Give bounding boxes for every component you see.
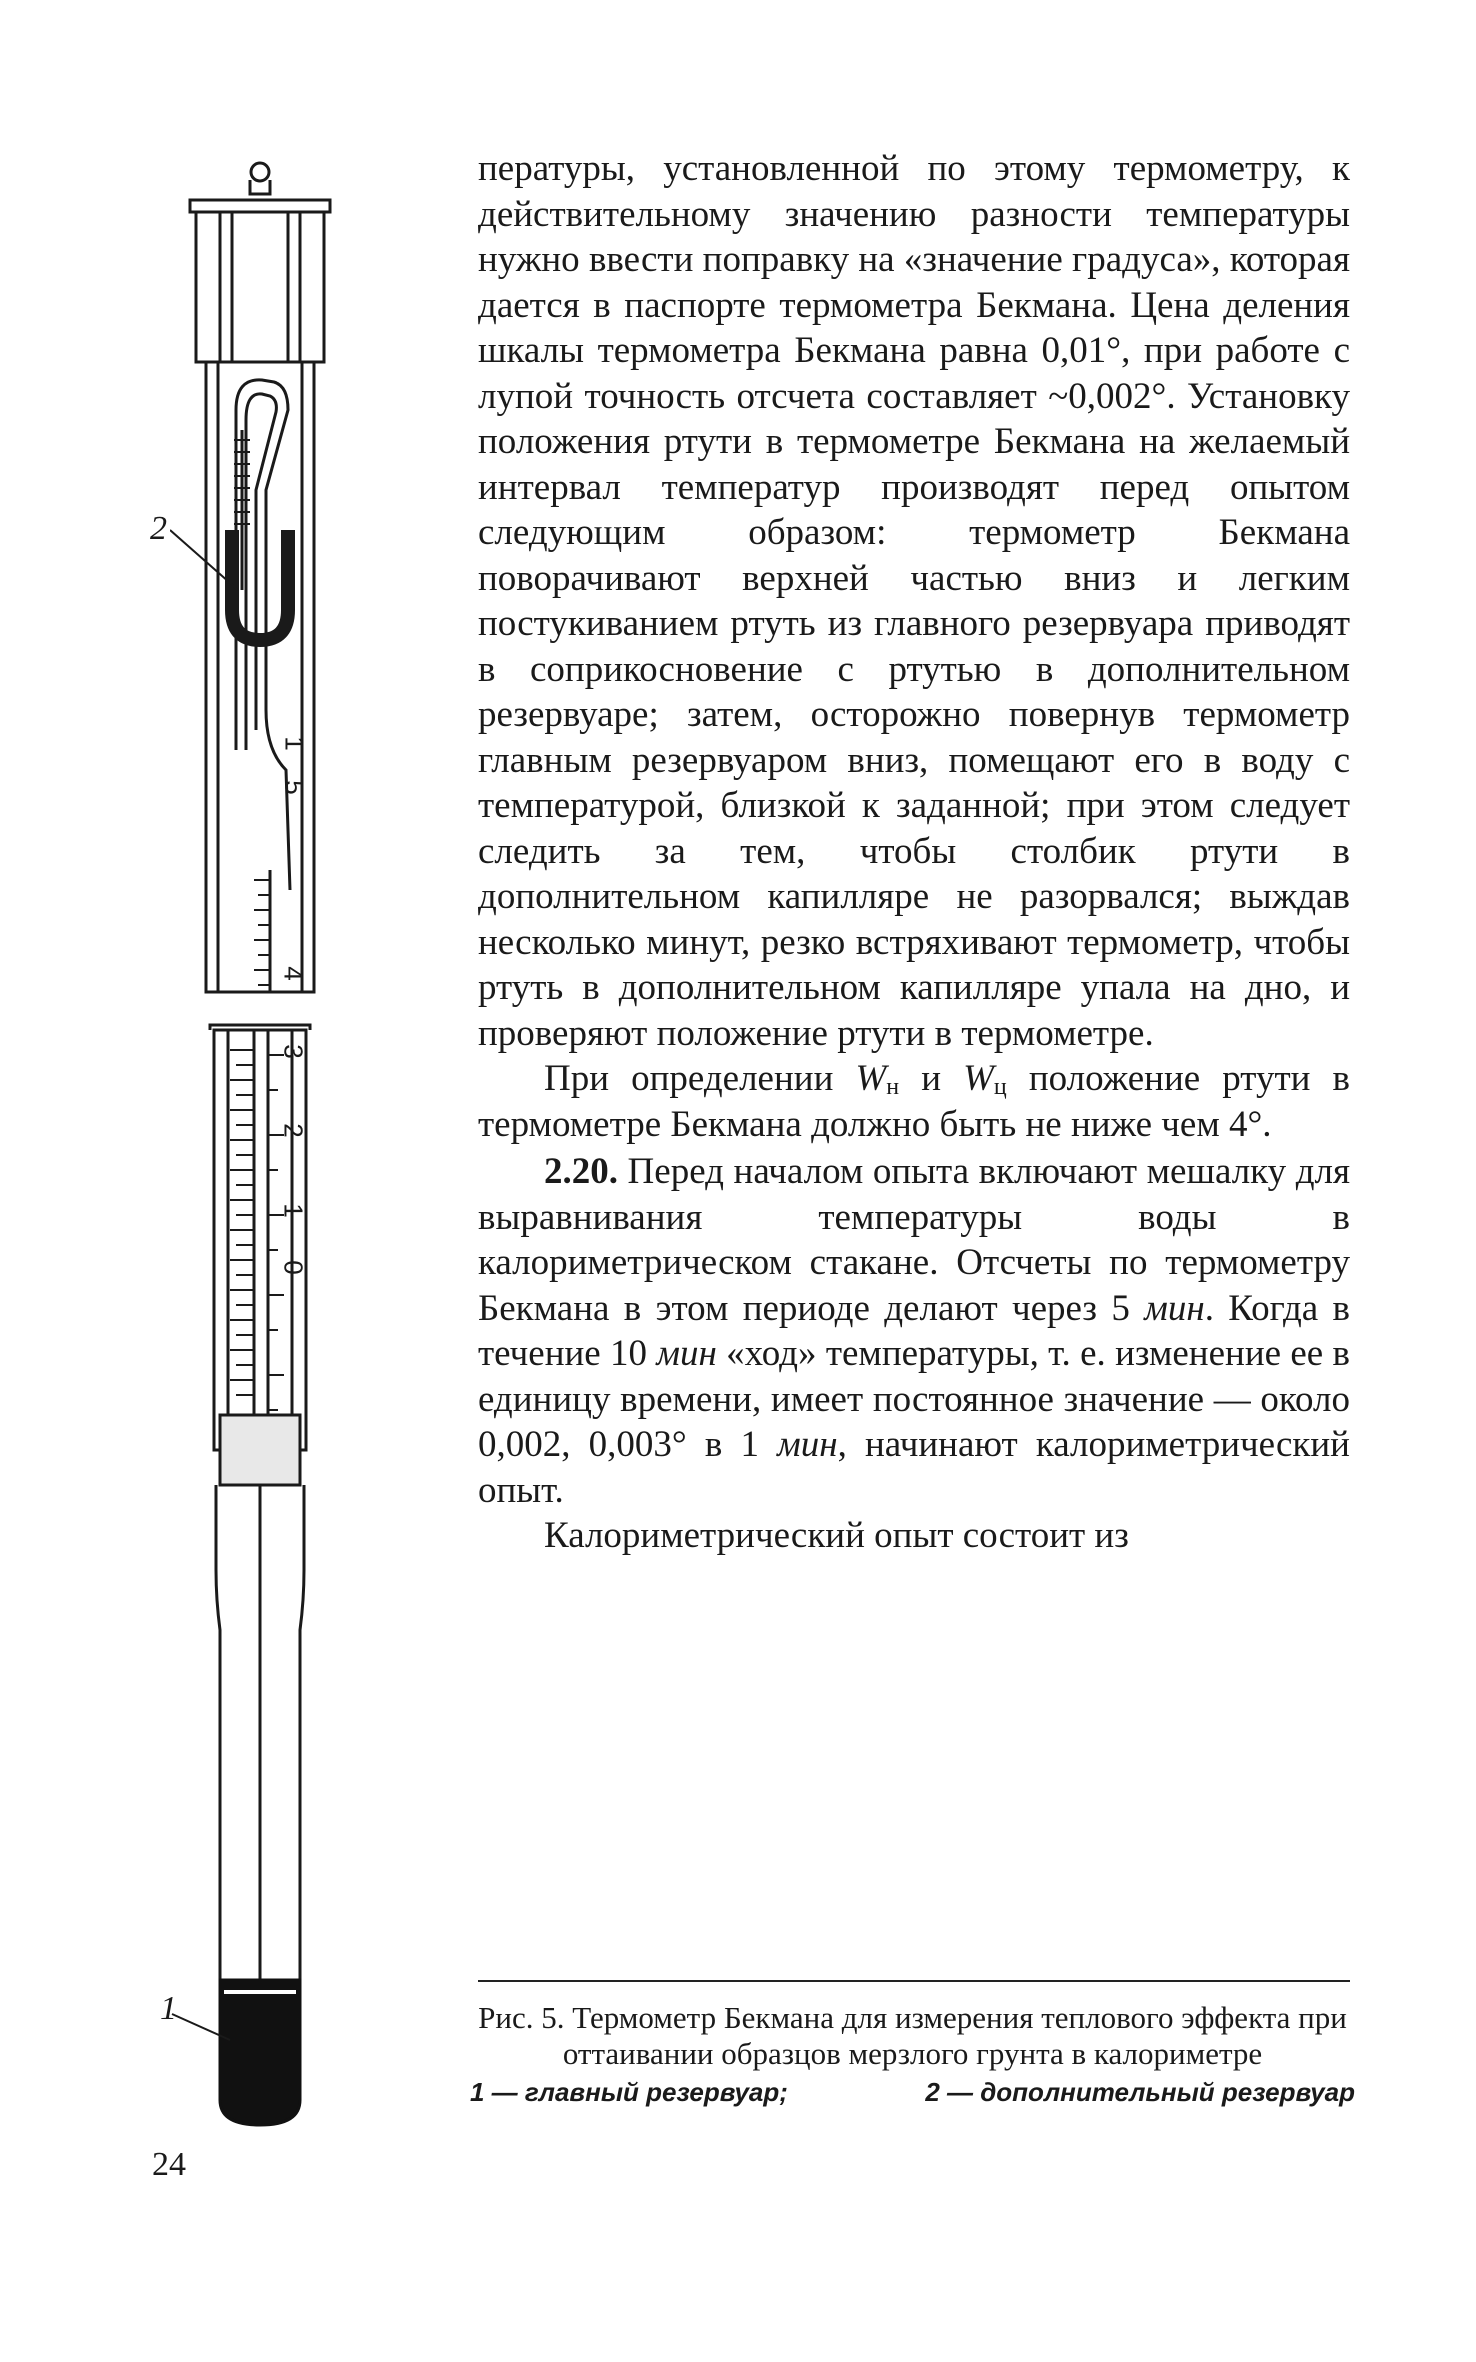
- figure-caption: Рис. 5. Термометр Бекмана для измерения теплового эффекта при оттаивании образцов мерзлого грунта в калориметре: [478, 2000, 1347, 2071]
- paragraph-2: При определении $W_н$ и $W_ц$ положение ртути в термометре Бекмана должно быть не ниже чем 4°.: [478, 1058, 1350, 1145]
- thermometer-drawing: [170, 150, 350, 2130]
- paragraph-4: Калориметрический опыт состоит из: [544, 1515, 1129, 1556]
- paragraph-1: пературы, установленной по этому термометру, к действительному значению разности температуры нужно ввести поправку на «значение градуса», которая дается в паспорте термометра Бекмана. Цена деления шкалы термометра Бекмана равна 0,01°, при работе с лупой точность отсчета составляет ~0,002°. Установку положения ртути в термометре Бекмана на желаемый интервал температур производят перед опытом следующим образом: термометр Бекмана поворачивают верхней частью вниз и легким постукиванием ртуть из главного резервуара приводят в соприкосновение с ртутью в дополнительном резервуаре; затем, осторожно повернув термометр главным резервуаром вниз, помещают его в воду с температурой, близкой к заданной; при этом следует следить за тем, чтобы столбик ртути в дополнительном капилляре не разорвался; выждав несколько минут, резко встряхивают термометр, чтобы ртуть в дополнительном капилляре упала на дно, и проверяют положение ртути в термометре.: [478, 148, 1350, 1054]
- figure-legend: [470, 2077, 1355, 2108]
- legend-item-2: 2 — дополнительный резервуар: [925, 2077, 1355, 2107]
- upper-scale-digit: 5: [279, 780, 310, 795]
- lower-scale-digit: 4: [278, 966, 309, 981]
- callout-label-2: 2: [150, 510, 167, 547]
- lower-scale-digit: 0: [278, 1260, 309, 1275]
- main-reservoir-bulb: [220, 1980, 300, 2125]
- body-text: [478, 146, 1350, 1559]
- lower-scale-digit: 1: [278, 1203, 309, 1218]
- beckmann-thermometer-figure: [170, 150, 350, 2130]
- lower-scale-digit: 2: [278, 1123, 309, 1138]
- page-number: 24: [152, 2146, 186, 2183]
- lower-scale-digit: 3: [278, 1044, 309, 1059]
- section-number: 2.20.: [544, 1151, 618, 1192]
- callout-label-1: 1: [160, 1990, 177, 2027]
- lower-scale-ticks: [230, 1050, 284, 1410]
- paragraph-3: 2.20. Перед началом опыта включают мешалку для выравнивания температуры воды в калориметрическом стакане. Отсчеты по термометру Бекмана в этом периоде делают через 5 мин. Когда в течение 10 мин «ход» температуры, т. е. изменение ее в единицу времени, имеет постоянное значение — около 0,002, 0,003° в 1 мин, начинают калориметрический опыт.: [478, 1151, 1351, 1511]
- upper-scale-digit: 1: [279, 736, 310, 751]
- legend-item-1: 1 — главный резервуар;: [470, 2077, 788, 2107]
- caption-divider: [478, 1980, 1350, 1982]
- hanging-ring-icon: [251, 163, 269, 181]
